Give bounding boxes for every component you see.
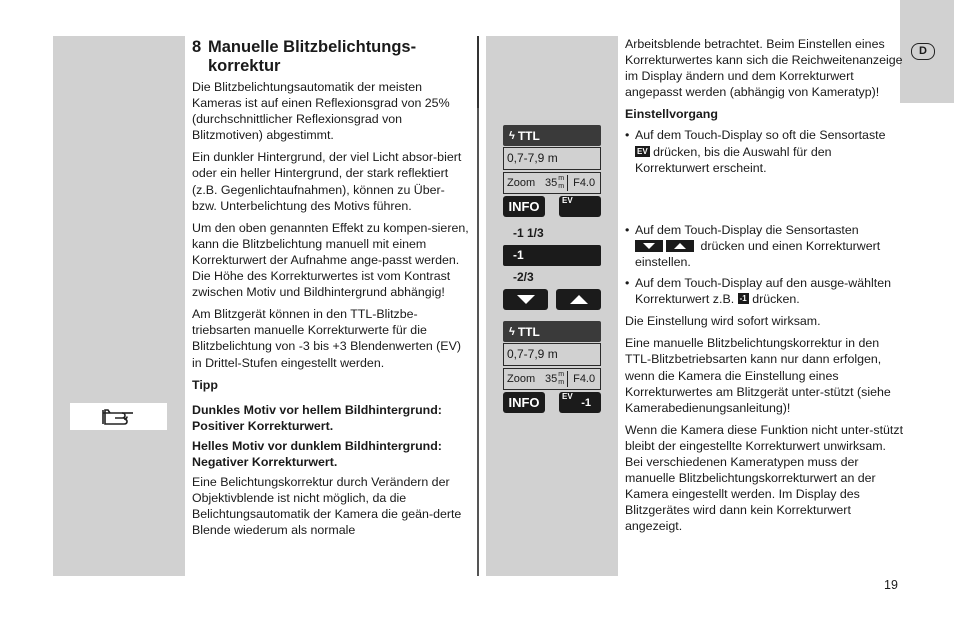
flash-display-1: [503, 125, 601, 217]
language-tab: [900, 0, 954, 103]
flash-display-2: [503, 321, 601, 413]
correction-selector: [503, 223, 601, 310]
paragraph-2: Ein dunkler Hintergrund, der viel Licht absor-biert oder ein heller Hintergrund, der stark reflektiert (z.B. Gegenlichtaufnahmen), können zu Über- bzw. Unterbelichtung des Motivs führen.: [192, 150, 462, 213]
step-2: • Auf dem Touch-Display die Sensortasten drücken und einen Korrekturwert einstellen.: [625, 222, 903, 270]
flash-icon: ϟ: [509, 325, 515, 338]
aperture-value: F4.0: [573, 373, 596, 385]
info-button[interactable]: INFO: [503, 196, 545, 217]
range-value: 0,7-7,9 m: [507, 347, 558, 361]
ev-key: EV: [637, 146, 648, 156]
option-1[interactable]: -1 1/3: [513, 226, 544, 240]
paragraph-r5: Bei verschiedenen Kameratypen muss der manuelle Blitzbelichtungskorrekturwert an der Kamera eingestellt werden. Im Display des Blitzgerätes wird dann kein Korrekturwert angezeigt.: [625, 454, 876, 534]
step-3: • Auf dem Touch-Display auf den ausge-wählten Korrekturwert z.B. -1 drücken.: [625, 275, 903, 307]
zoom-value: 35: [545, 373, 558, 385]
option-2-selected[interactable]: -1: [503, 245, 601, 266]
step-1: • Auf dem Touch-Display so oft die Sensortaste EV drücken, bis die Auswahl für den Korrekturwert erscheint.: [625, 127, 903, 175]
mode-label: TTL: [517, 324, 540, 339]
triangle-up-icon: [570, 295, 588, 304]
section-heading: [192, 38, 472, 76]
left-text-column: [192, 38, 472, 544]
section-title: Manuelle Blitzbelichtungs-korrektur: [208, 38, 417, 75]
paragraph-r2: Die Einstellung wird sofort wirksam.: [625, 314, 821, 329]
tip-2: Helles Motiv vor dunklem Bildhintergrund: Negativer Korrekturwert.: [192, 438, 442, 469]
column-divider: [477, 36, 479, 576]
triangle-down-icon: [517, 295, 535, 304]
range-value: 0,7-7,9 m: [507, 151, 558, 165]
range-row: [503, 147, 601, 170]
flash-icon: ϟ: [509, 129, 515, 142]
tip-1: Dunkles Motiv vor hellem Bildhintergrund: Positiver Korrekturwert.: [192, 402, 442, 433]
paragraph-r1: Arbeitsblende betrachtet. Beim Einstellen eines Korrekturwertes kann sich die Reichweitenanzeige im Display ändern und dem Korrekturwert angepasst werden (abhängig von Kameratyp)!: [625, 37, 903, 100]
arrow-buttons: [503, 289, 601, 310]
zoom-unit: m m: [558, 175, 568, 191]
button-row: [503, 392, 601, 413]
ev-button[interactable]: [559, 392, 601, 413]
subheading: Einstellvorgang: [625, 107, 718, 122]
triangle-up-icon: [666, 240, 694, 252]
ev-button[interactable]: [559, 196, 601, 217]
ev-value: -1: [581, 397, 591, 409]
steps-list-2: [625, 222, 903, 307]
mode-bar: [503, 321, 601, 342]
ev-label: EV: [562, 392, 573, 401]
ev-label: EV: [562, 196, 573, 205]
page-number: 19: [884, 578, 898, 592]
pointing-hand-icon: [102, 407, 136, 427]
paragraph-1: Die Blitzbelichtungsautomatik der meisten Kameras ist auf einen Reflexionsgrad von 25% (durchschnittlicher Reflexionsgrad von Blitzmotiven) abgestimmt.: [192, 80, 450, 143]
down-button[interactable]: [503, 289, 548, 310]
tip-label: Tipp: [192, 377, 218, 392]
zoom-label: Zoom: [507, 177, 536, 189]
paragraph-4: Am Blitzgerät können in den TTL-Blitzbe-triebsarten manuelle Korrekturwerte für die Blitzbelichtung von -3 bis +3 Blendenwerten (EV) in Drittel-Stufen eingestellt werden.: [192, 307, 461, 370]
button-row: [503, 196, 601, 217]
paragraph-3: Um den oben genannten Effekt zu kompen-sieren, kann die Blitzbelichtung manuell mit einem Korrekturwert der Aufnahme ange-passt werden. Die Höhe des Korrekturwertes ist vom Kontrast zwischen Motiv und Bildhintergrund abhängig!: [192, 220, 469, 300]
section-number: 8: [192, 38, 202, 56]
zoom-label: Zoom: [507, 373, 536, 385]
paragraph-r4: Wenn die Kamera diese Funktion nicht unter-stützt bleibt der eingestellte Korrekturwert unwirksam.: [625, 422, 904, 453]
range-row: [503, 343, 601, 366]
steps-list-1: [625, 127, 903, 175]
option-3[interactable]: -2/3: [513, 270, 534, 284]
zoom-value: 35: [545, 177, 558, 189]
column-divider-top: [477, 36, 479, 108]
paragraph-r3: Eine manuelle Blitzbelichtungskorrektur in den TTL-Blitzbetriebsarten kann nur dann erfolgen, wenn die Kamera die Einstellung eines Korrekturwertes am Blitzgerät unter-stützt (siehe Kamerabedienungsanleitung)!: [625, 336, 891, 415]
right-text-column: [625, 36, 903, 540]
language-tab-label: D: [911, 43, 935, 60]
mode-label: TTL: [517, 128, 540, 143]
tip-icon-box: [70, 403, 167, 430]
triangle-down-icon: [635, 240, 663, 252]
zoom-row: [503, 172, 601, 194]
up-button[interactable]: [556, 289, 601, 310]
aperture-value: F4.0: [573, 177, 596, 189]
mode-bar: [503, 125, 601, 146]
zoom-unit: m m: [558, 371, 568, 387]
info-button[interactable]: INFO: [503, 392, 545, 413]
left-margin-column: [53, 36, 185, 576]
paragraph-5: Eine Belichtungskorrektur durch Verändern der Objektivblende ist nicht möglich, da die Belichtungsautomatik der Kamera die geän-derte Blende wiederum als normale: [192, 475, 462, 538]
minus-one-key: -1: [739, 294, 747, 304]
zoom-row: [503, 368, 601, 390]
